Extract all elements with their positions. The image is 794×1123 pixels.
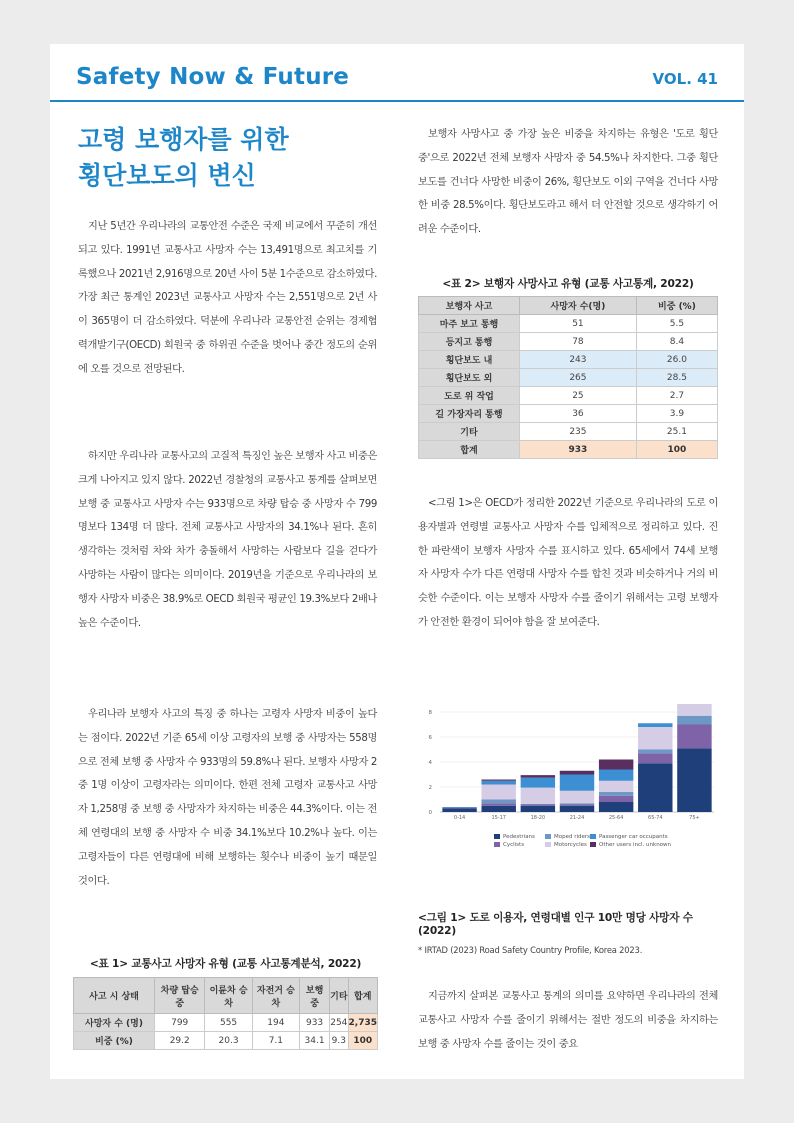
table-cell: 25: [520, 387, 637, 405]
left-column: [78, 215, 377, 382]
row-label: 길 가장자리 통행: [419, 405, 520, 423]
table-header: 합계: [348, 978, 378, 1014]
bar-segment: [560, 771, 594, 775]
legend-swatch: [590, 842, 596, 847]
row-label: 비중 (%): [74, 1032, 155, 1050]
legend-label: Pedestrians: [503, 834, 535, 840]
table-2-grid: [418, 296, 718, 459]
bar-segment: [481, 785, 515, 800]
table-row: [419, 369, 718, 387]
table-cell: 51: [520, 315, 637, 333]
table-2-caption: <표 2> 보행자 사망사고 유형 (교통 사고통계, 2022): [442, 278, 694, 290]
bar-segment: [599, 770, 633, 781]
volume-number: VOL. 41: [652, 70, 718, 88]
bar-segment: [599, 781, 633, 792]
headline-line-2: 횡단보도의 변신: [78, 161, 256, 190]
legend-label: Moped riders: [554, 834, 591, 840]
row-label: 횡단보도 외: [419, 369, 520, 387]
paragraph: 하지만 우리나라 교통사고의 고질적 특징인 높은 보행자 사고 비중은 크게 나아지고 있지 않다. 2022년 경찰청의 교통사고 통계를 살펴보면 보행 중 교통사고 사망자 수는 933명으로 차량 탑승 중 사망자 수 799명보다 134명 더 많다. 전체 교통사고 사망자의 34.1%나 된다. 흔히 생각하는 것처럼 차와 차가 충돌해서 사망하는 사람보다 길을 걷다가 사망하는 사람이 많다는 의미이다. 2019년을 기준으로 우리나라의 보행자 사망자 비중은 38.9%로 OECD 회원국 평균인 19.3%보다 2배나 높은 수준이다.: [78, 451, 377, 629]
table-cell: 799: [155, 1014, 205, 1032]
x-tick-label: 21-24: [569, 815, 585, 821]
legend-item: [494, 834, 535, 840]
row-label: 도로 위 작업: [419, 387, 520, 405]
bar-segment: [599, 796, 633, 802]
bar-segment: [442, 808, 476, 812]
paragraph: 지난 5년간 우리나라의 교통안전 수준은 국제 비교에서 꾸준히 개선되고 있다. 1991년 교통사고 사망자 수는 13,491명으로 최고치를 기록했으나 2021년 2,916명으로 20년 사이 5분 1수준으로 감소하였다. 가장 최근 통계인 2023년 교통사고 사망자 수는 2,551명으로 2년 사이 365명이 더 감소하였다. 덕분에 우리나라 교통안전 순위는 경제협력개발기구(OECD) 회원국 중 하위권 수준을 벗어나 중간 정도의 순위에 오를 것으로 전망된다.: [78, 221, 377, 375]
legend-swatch: [590, 834, 596, 839]
table-cell: 29.2: [155, 1032, 205, 1050]
total-cell: 2,735: [348, 1014, 378, 1032]
table-row: [419, 351, 718, 369]
table-header: 이륜차 승차: [205, 978, 252, 1014]
table-row: [419, 387, 718, 405]
bar-segment: [521, 788, 555, 804]
table-header: 자전거 승차: [252, 978, 299, 1014]
bar-segment: [677, 704, 711, 716]
bar-segment: [521, 778, 555, 788]
row-label: 사망자 수 (명): [74, 1014, 155, 1032]
y-tick-label: 0: [428, 810, 432, 816]
total-cell: 933: [520, 441, 637, 459]
legend-item: [590, 834, 668, 840]
table-cell: 9.3: [330, 1032, 348, 1050]
bar-segment: [442, 808, 476, 809]
legend-item: [494, 842, 524, 848]
right-column: [418, 123, 718, 242]
legend-label: Other users incl. unknown: [599, 842, 672, 848]
total-cell: 100: [348, 1032, 378, 1050]
magazine-title: Safety Now & Future: [76, 64, 350, 90]
legend-swatch: [545, 834, 551, 839]
table-header: 차량 탑승 중: [155, 978, 205, 1014]
table-row: [419, 423, 718, 441]
y-tick-label: 2: [428, 785, 432, 791]
legend-item: [590, 842, 671, 848]
bar-segment: [638, 750, 672, 754]
stacked-bar-chart: [422, 704, 718, 854]
row-label: 횡단보도 내: [419, 351, 520, 369]
table-header: 기타: [330, 978, 348, 1014]
bar-segment: [481, 781, 515, 785]
table-cell: 25.1: [636, 423, 717, 441]
bar-segment: [481, 780, 515, 781]
table-header: 비중 (%): [636, 297, 717, 315]
table-cell: 5.5: [636, 315, 717, 333]
chart-legend: [422, 834, 718, 864]
figure-caption-block: [418, 910, 718, 955]
headline-line-1: 고령 보행자를 위한: [78, 125, 289, 154]
table-cell: 194: [252, 1014, 299, 1032]
table-cell: 26.0: [636, 351, 717, 369]
legend-item: [545, 842, 587, 848]
right-column: [418, 985, 718, 1056]
table-cell: 34.1: [300, 1032, 330, 1050]
table-header: 사망자 수(명): [520, 297, 637, 315]
table-2: [418, 276, 718, 459]
x-tick-label: 15-17: [491, 815, 506, 821]
bar-segment: [638, 753, 672, 763]
table-cell: 78: [520, 333, 637, 351]
bar-segment: [481, 806, 515, 812]
y-tick-label: 8: [428, 710, 432, 716]
legend-swatch: [494, 834, 500, 839]
right-column: [418, 492, 718, 635]
table-cell: 7.1: [252, 1032, 299, 1050]
bar-segment: [677, 725, 711, 749]
legend-item: [545, 834, 590, 840]
bar-segment: [560, 803, 594, 804]
table-row: [419, 333, 718, 351]
table-cell: 235: [520, 423, 637, 441]
table-row: [74, 1032, 378, 1050]
bar-segment: [481, 803, 515, 806]
row-label: 등지고 통행: [419, 333, 520, 351]
table-cell: 20.3: [205, 1032, 252, 1050]
figure-1-caption: <그림 1> 도로 이용자, 연령대별 인구 10만 명당 사망자 수 (2022): [418, 912, 693, 937]
table-cell: 555: [205, 1014, 252, 1032]
header-rule: [50, 100, 744, 102]
paragraph: 지금까지 살펴본 교통사고 통계의 의미를 요약하면 우리나라의 전체 교통사고 사망자 수를 줄이기 위해서는 절반 정도의 비중을 차지하는 보행 중 사망자 수를 줄이는 것이 중요: [418, 991, 718, 1050]
legend-label: Passenger car occupants: [599, 834, 668, 840]
y-tick-label: 4: [428, 760, 432, 766]
bar-segment: [560, 805, 594, 806]
left-column: [78, 445, 377, 635]
table-cell: 243: [520, 351, 637, 369]
bar-segment: [560, 775, 594, 791]
table-header: 보행 중: [300, 978, 330, 1014]
table-row: [74, 1014, 378, 1032]
paragraph: 보행자 사망사고 중 가장 높은 비중을 차지하는 유형은 '도로 횡단 중'으로 2022년 전체 보행자 사망자 중 54.5%나 차지한다. 그중 횡단보도를 건너다 사망한 비중이 26%, 횡단보도 이외 구역을 건너다 사망한 비중 28.5%이다. 횡단보도라고 해서 더 안전할 것으로 생각하기 어려운 수준이다.: [418, 129, 718, 236]
table-row: [419, 441, 718, 459]
bar-segment: [599, 802, 633, 812]
figure-source: * IRTAD (2023) Road Safety Country Profile, Korea 2023.: [418, 945, 643, 955]
table-cell: 933: [300, 1014, 330, 1032]
bar-segment: [638, 727, 672, 750]
row-label: 기타: [419, 423, 520, 441]
x-tick-label: 65-74: [648, 815, 663, 821]
bar-segment: [599, 792, 633, 796]
table-row: [419, 315, 718, 333]
bar-segment: [521, 775, 555, 778]
bar-segment: [521, 806, 555, 812]
x-tick-label: 25-64: [608, 815, 624, 821]
table-cell: 8.4: [636, 333, 717, 351]
page: [50, 44, 744, 1079]
article-headline: [78, 122, 398, 194]
row-label: 합계: [419, 441, 520, 459]
total-cell: 100: [636, 441, 717, 459]
paragraph: 우리나라 보행자 사고의 특징 중 하나는 고령자 사망자 비중이 높다는 점이다. 2022년 기준 65세 이상 고령자의 보행 중 사망자는 558명으로 전체 보행 중 사망자 수 933명의 59.8%나 된다. 보행자 사망자 2중 1명 이상이 고령자라는 의미이다. 한편 전체 고령자 교통사고 사망자 1,258명 중 보행 중 사망자가 차지하는 비중은 44.3%이다. 이는 전체 연령대의 보행 중 사망자 수 비중 34.1%보다 10.2%나 높다. 이는 고령자들이 다른 연령대에 비해 보행하는 횟수나 비중이 높기 때문일 것이다.: [78, 709, 377, 887]
table-header: 보행자 사고: [419, 297, 520, 315]
bar-segment: [481, 800, 515, 804]
x-tick-label: 18-20: [530, 815, 546, 821]
bar-segment: [599, 760, 633, 770]
paragraph: <그림 1>은 OECD가 정리한 2022년 기준으로 우리나라의 도로 이용자별과 연령별 교통사고 사망자 수를 입체적으로 정리하고 있다. 진한 파란색이 보행자 사망자 수를 표시하고 있다. 65세에서 74세 보행자 사망자 수가 다른 연령대 사망자 수를 합친 것과 비슷하거나 거의 비슷한 수준이다. 이는 보행자 사망자 수를 줄이기 위해서는 고령 보행자가 안전한 환경이 되어야 함을 잘 보여준다.: [418, 498, 718, 628]
bar-segment: [677, 716, 711, 725]
table-cell: 265: [520, 369, 637, 387]
bar-segment: [521, 805, 555, 806]
bar-segment: [677, 748, 711, 812]
legend-label: Cyclists: [503, 842, 525, 848]
legend-swatch: [494, 842, 500, 847]
left-column: [78, 703, 377, 893]
legend-swatch: [545, 842, 551, 847]
row-label: 마주 보고 통행: [419, 315, 520, 333]
bar-segment: [560, 806, 594, 812]
bar-segment: [521, 804, 555, 805]
bar-segment: [442, 807, 476, 808]
bar-segment: [560, 791, 594, 804]
table-cell: 36: [520, 405, 637, 423]
table-cell: 2.7: [636, 387, 717, 405]
y-tick-label: 6: [428, 735, 432, 741]
table-row: [419, 405, 718, 423]
x-tick-label: 75+: [689, 815, 700, 821]
table-1: [73, 956, 378, 1050]
bar-segment: [638, 723, 672, 727]
x-tick-label: 0-14: [453, 815, 466, 821]
figure-1: [422, 704, 718, 904]
table-cell: 254: [330, 1014, 348, 1032]
table-cell: 3.9: [636, 405, 717, 423]
table-header: 사고 시 상태: [74, 978, 155, 1014]
bar-segment: [638, 763, 672, 812]
table-cell: 28.5: [636, 369, 717, 387]
table-1-grid: [73, 977, 378, 1050]
legend-label: Motorcycles: [554, 842, 587, 848]
table-1-caption: <표 1> 교통사고 사망자 유형 (교통 사고통계분석, 2022): [89, 958, 362, 970]
